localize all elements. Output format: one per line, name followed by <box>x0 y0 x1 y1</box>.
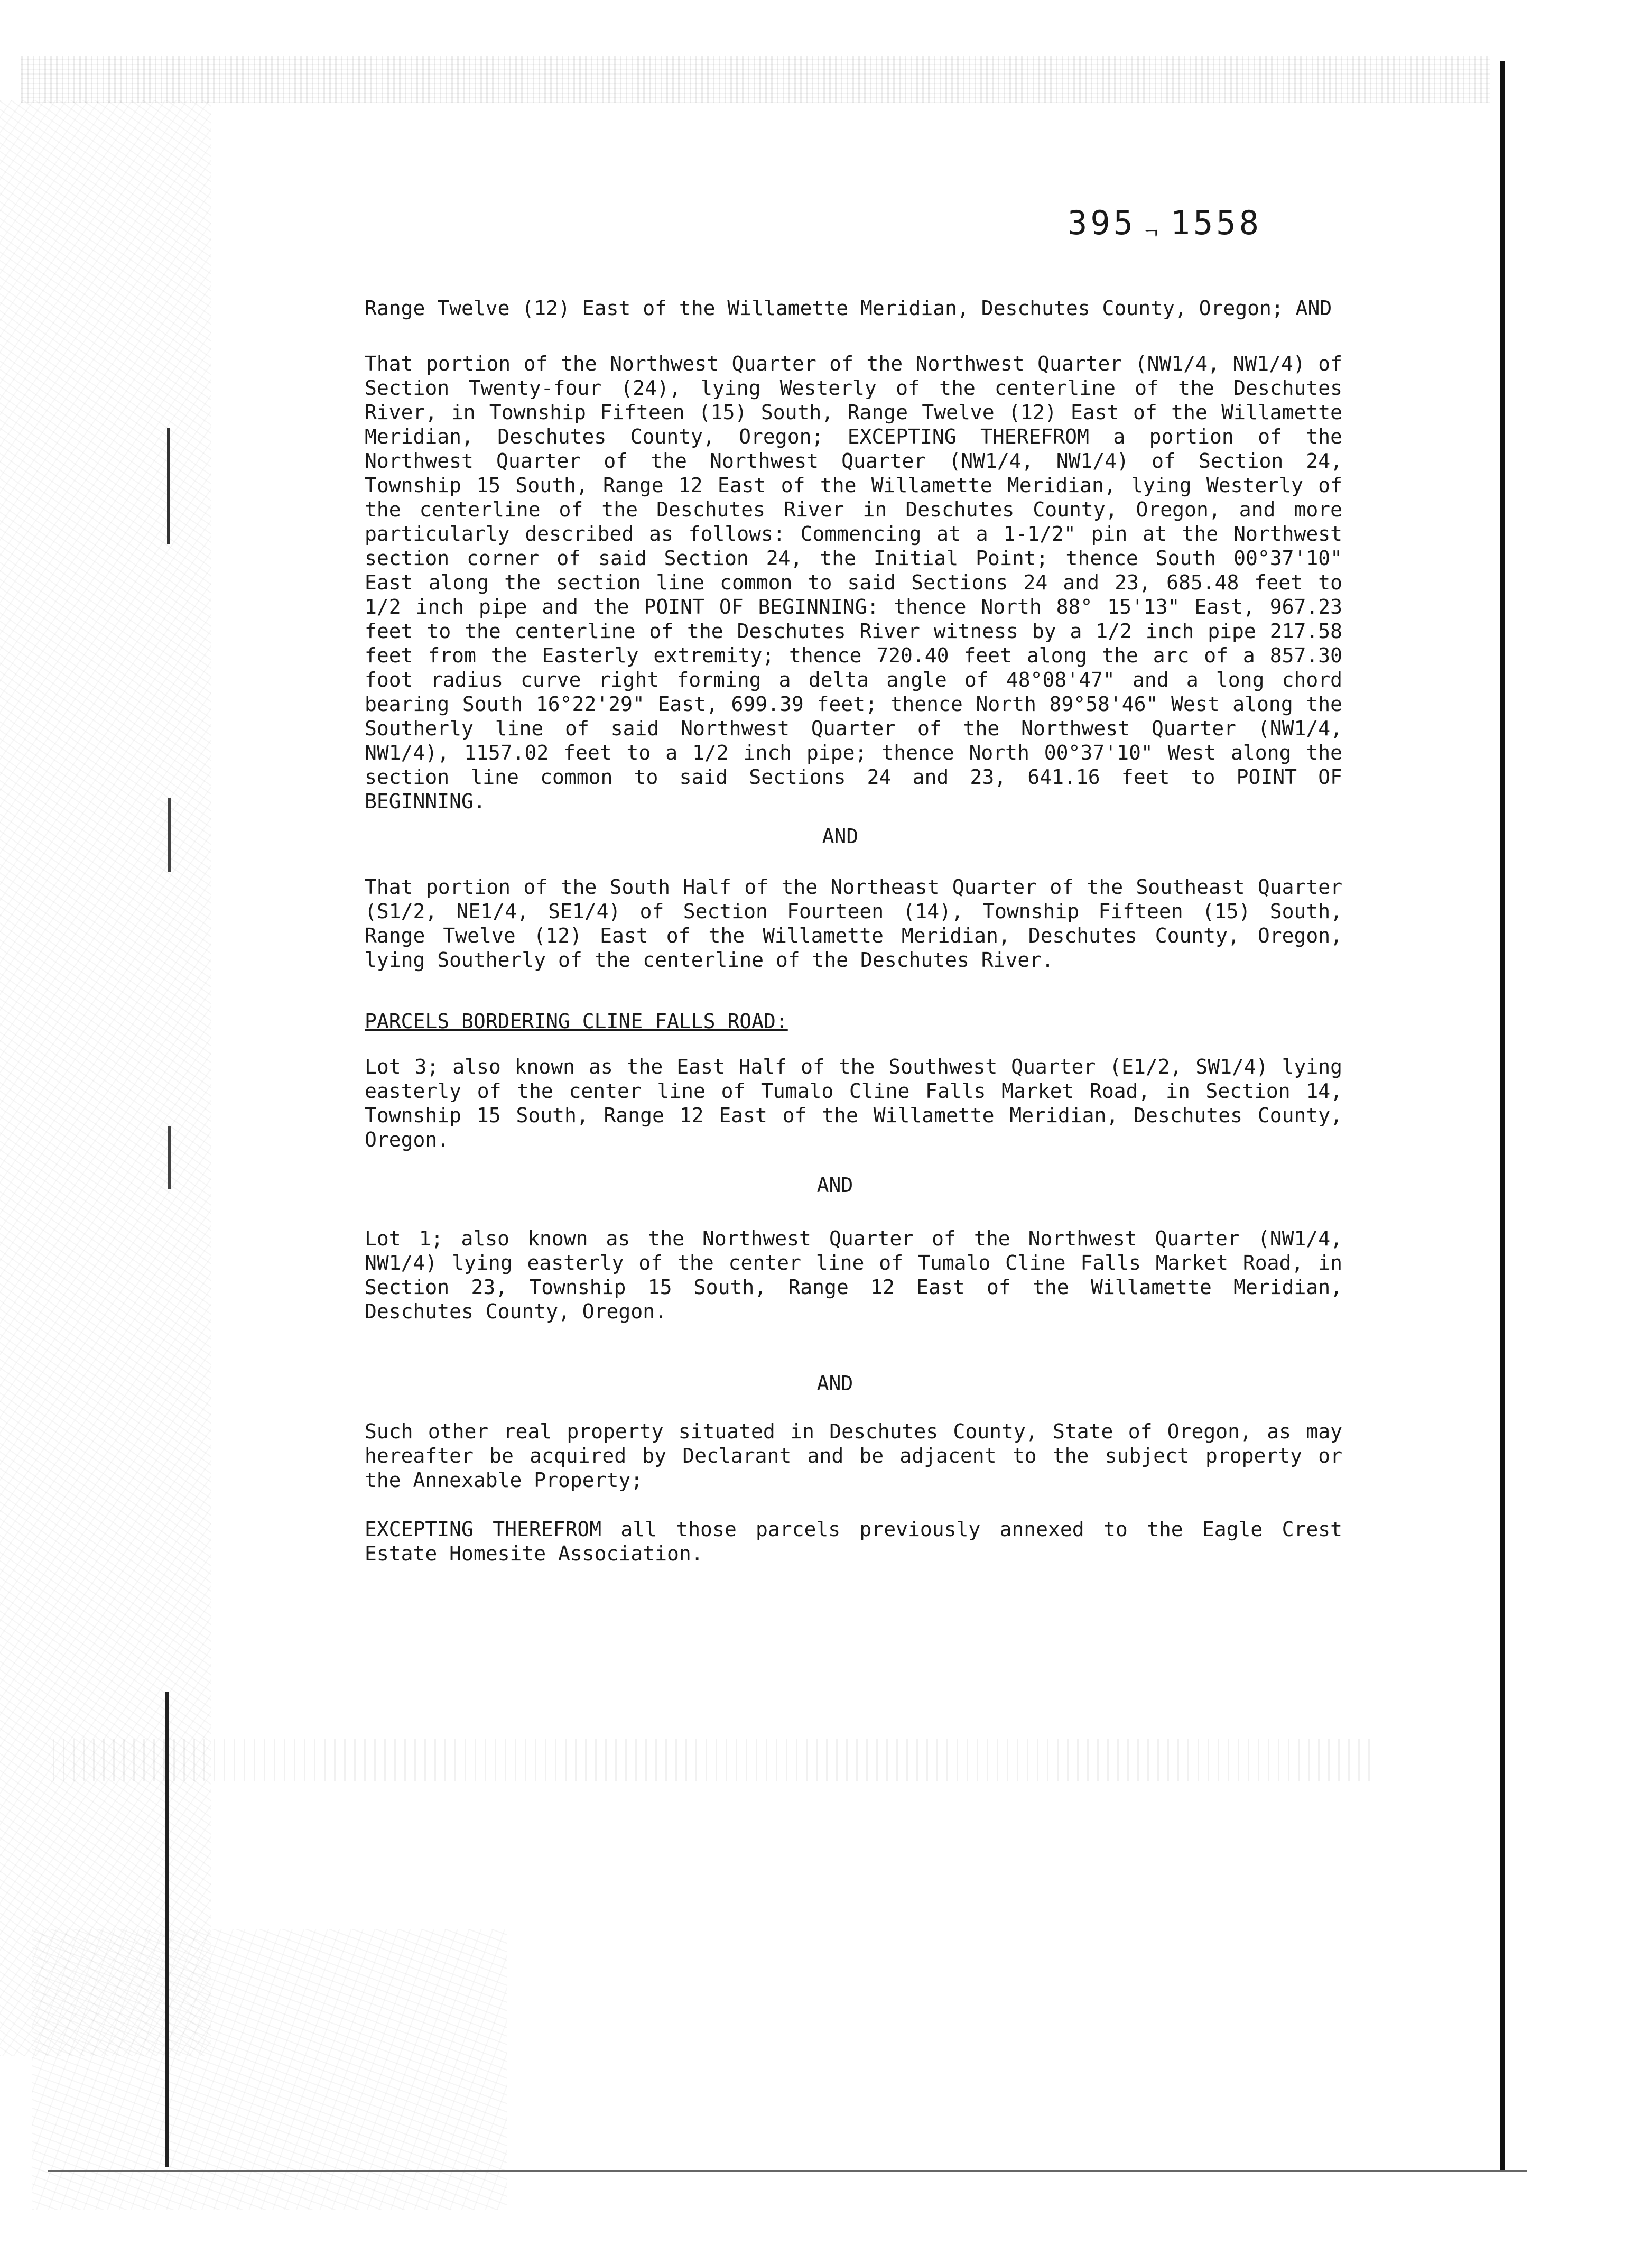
and-separator: AND <box>822 825 859 848</box>
scan-noise-top <box>21 56 1490 103</box>
section-heading-cline-falls: PARCELS BORDERING CLINE FALLS ROAD: <box>365 1010 788 1033</box>
paragraph-south-half-section-14: That portion of the South Half of the Northeast Quarter of the Southeast Quarter (S1/2, NE1/4, SE1/4) of Section Fourteen (14), Township Fifteen (15) South, Range Twelve (12) East of the Willamette Meridian, Deschutes County, Oregon, lying Southerly of the centerline of the Deschutes River. <box>365 875 1342 972</box>
page-left-edge <box>165 1692 169 2167</box>
scan-noise-bottom-left <box>32 1929 507 2210</box>
document-number-page: 1558 <box>1170 204 1262 242</box>
paragraph-other-real-property: Such other real property situated in Deschutes County, State of Oregon, as may hereafter be acquired by Declarant and be adjacent to the subject property or the Annexable Property; <box>365 1420 1342 1492</box>
page-bottom-edge <box>48 2170 1527 2172</box>
paragraph-lot-3: Lot 3; also known as the East Half of the Southwest Quarter (E1/2, SW1/4) lying easterly of the center line of Tumalo Cline Falls Market Road, in Section 14, Township 15 South, Range 12 East of the Willamette Meridian, Deschutes County, Oregon. <box>365 1055 1342 1151</box>
scan-mark <box>168 798 171 872</box>
scan-mark <box>168 1126 171 1189</box>
document-number-separator: ᆨ <box>1141 215 1165 239</box>
and-separator: AND <box>816 1372 853 1395</box>
paragraph-range-twelve: Range Twelve (12) East of the Willamette Meridian, Deschutes County, Oregon; AND <box>365 297 1332 320</box>
paragraph-lot-1: Lot 1; also known as the Northwest Quarter of the Northwest Quarter (NW1/4, NW1/4) lying easterly of the center line of Tumalo Cline Falls Market Road, in Section 23, Township 15 South, Range 12 East of the Willamette Meridian, Deschutes County, Oregon. <box>365 1227 1342 1323</box>
scan-noise-bottom <box>53 1739 1374 1781</box>
document-number-book: 395 <box>1068 204 1136 242</box>
scan-mark <box>167 428 170 544</box>
document-number <box>1068 204 1262 242</box>
paragraph-nw-quarter-section-24: That portion of the Northwest Quarter of the Northwest Quarter (NW1/4, NW1/4) of Section Twenty-four (24), lying Westerly of the centerline of the Deschutes River, in Township Fifteen (15) South, Range Twelve (12) East of the Willamette Meridian, Deschutes County, Oregon; EXCEPTING THEREFROM a portion of the Northwest Quarter of the Northwest Quarter (NW1/4, NW1/4) of Section 24, Township 15 South, Range 12 East of the Willamette Meridian, lying Westerly of the centerline of the Deschutes River in Deschutes County, Oregon, and more particularly described as follows: Commencing at a 1-1/2" pin at the Northwest section corner of said Section 24, the Initial Point; thence South 00°37'10" East along the section line common to said Sections 24 and 23, 685.48 feet to 1/2 inch pipe and the POINT OF BEGINNING: thence North 88° 15'13" East, 967.23 feet to the centerline of the Deschutes River witness by a 1/2 inch pipe 217.58 feet from the Easterly extremity; thence 720.40 feet along the arc of a 857.30 foot radius curve right forming a delta angle of 48°08'47" and a long chord bearing South 16°22'29" East, 699.39 feet; thence North 89°58'46" West along the Southerly line of said Northwest Quarter of the Northwest Quarter (NW1/4, NW1/4), 1157.02 feet to a 1/2 inch pipe; thence North 00°37'10" West along the section line common to said Sections 24 and 23, 641.16 feet to POINT OF BEGINNING. <box>365 352 1342 813</box>
page-right-edge <box>1500 61 1505 2170</box>
and-separator: AND <box>816 1174 853 1197</box>
paragraph-excepting-annexed: EXCEPTING THEREFROM all those parcels previously annexed to the Eagle Crest Estate Homesite Association. <box>365 1518 1342 1565</box>
